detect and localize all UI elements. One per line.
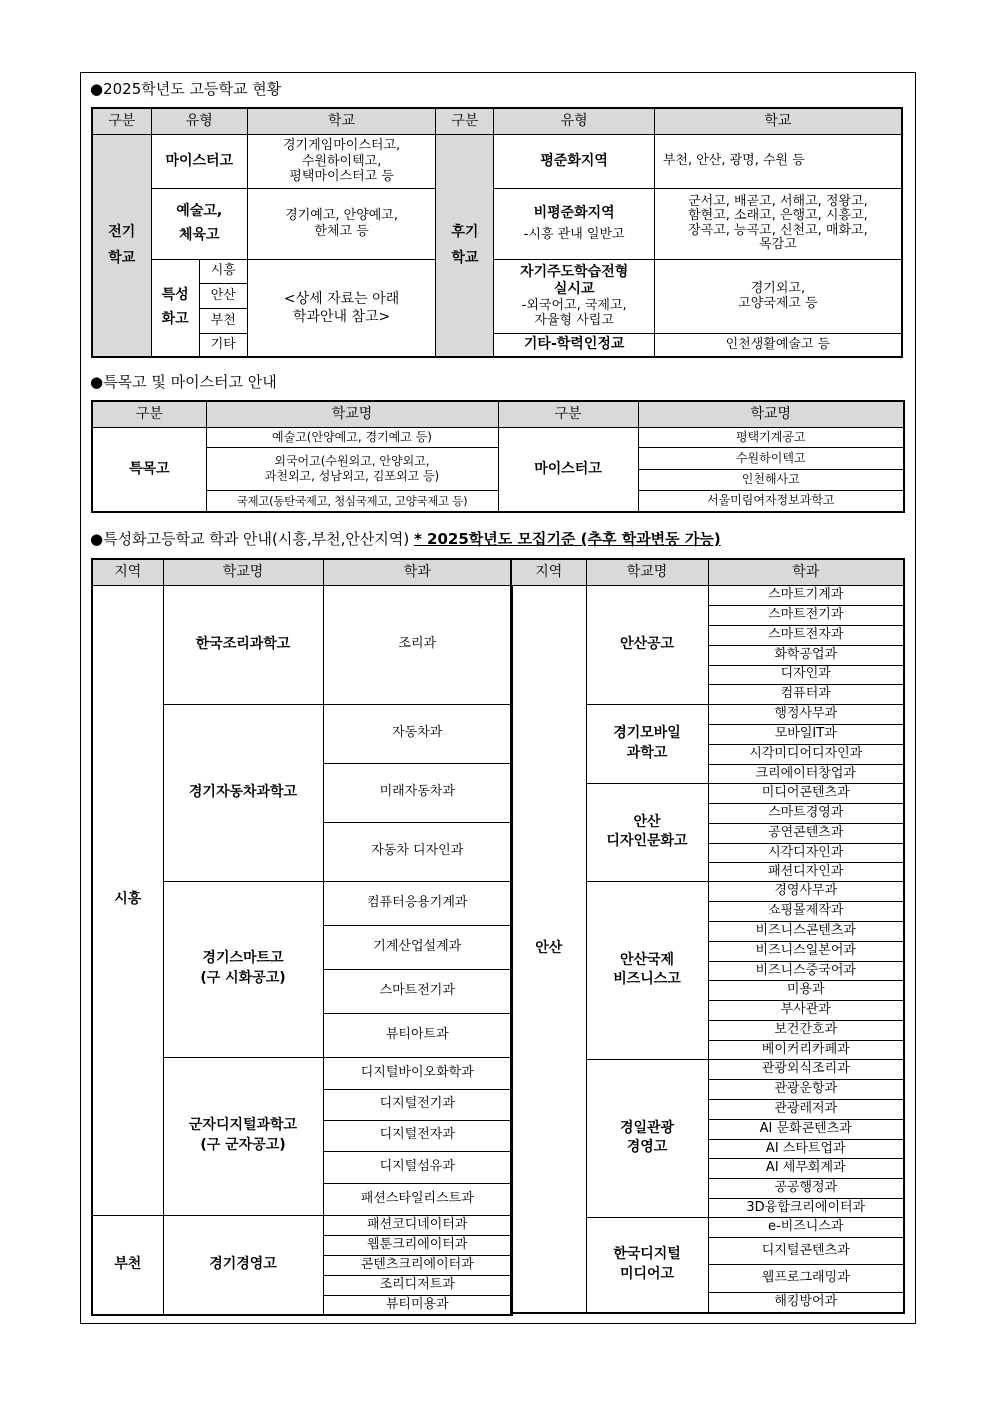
header-region: 지역 [92,559,163,585]
department-item: 컴퓨터과 [708,684,904,704]
special-type: 특성 화고 [151,259,199,357]
department-item: 화학공업과 [708,645,904,665]
department-item: 자동차과 [323,704,512,763]
department-item: 비즈니스일본어과 [708,941,904,961]
department-item: 뷰티미용과 [323,1295,512,1315]
department-item: 콘텐츠크리에이터과 [323,1255,512,1275]
equal-schools: 부천, 안산, 광명, 수원 등 [654,134,902,188]
header-school-name: 학교명 [206,401,498,427]
section1-title: ●2025학년도 고등학교 현황 [90,80,282,98]
department-item: 자동차 디자인과 [323,822,512,881]
header-department: 학과 [708,559,904,585]
other-schools: 인천생활예술고 등 [654,334,902,357]
department-item: 웹툰크리에이터과 [323,1235,512,1255]
meister-item: 서울미림여자정보과학고 [638,490,904,512]
department-item: 디지털콘텐츠과 [708,1238,904,1265]
department-item: AI 문화콘텐츠과 [708,1119,904,1139]
selfdirected-type-cell [494,259,654,334]
header-department: 학과 [323,559,512,585]
nonequal-type-cell [494,189,654,260]
department-item: 베이커리카페과 [708,1040,904,1059]
department-item: 비즈니스콘텐츠과 [708,921,904,941]
header-category: 구분 [498,401,638,427]
department-item: 보건간호과 [708,1020,904,1040]
school-name: 경기자동차과학고 [163,704,323,881]
special-meister-table [91,400,905,513]
meister-item: 인천해사고 [638,469,904,490]
department-item: 패션코디네이터과 [323,1215,512,1235]
meister-schools: 경기게임마이스터고, 수원하이텍고, 평택마이스터고 등 [247,134,435,188]
meister-item: 수원하이텍고 [638,447,904,469]
department-item: 스마트기계과 [708,585,904,605]
department-item: 시각디자인과 [708,843,904,862]
department-item: 쇼핑몰제작과 [708,901,904,921]
department-item: 디지털섬유과 [323,1151,512,1183]
early-school-label: 전기 학교 [92,134,151,357]
department-item: 디자인과 [708,665,904,684]
special-item: 국제고(동탄국제고, 청심국제고, 고양국제고 등) [206,490,498,512]
department-item: 부사관과 [708,1000,904,1020]
department-item: 크리에이터창업과 [708,764,904,783]
department-item: 미디어콘텐츠과 [708,783,904,803]
department-item: 관광레저과 [708,1099,904,1119]
department-item: 스마트전기과 [708,605,904,625]
dept-table-right [510,558,905,1314]
department-item: 미래자동차과 [323,763,512,822]
department-item: 행정사무과 [708,704,904,724]
department-item: 디지털전자과 [323,1120,512,1151]
region-siheung: 시흥 [92,585,163,1215]
meister-label: 마이스터고 [498,427,638,512]
meister-item: 평택기계공고 [638,427,904,447]
special-note: <상세 자료는 아래 학과안내 참고> [247,259,435,357]
school-name: 군자디지털과학고 (구 군자공고) [163,1057,323,1215]
header-type: 유형 [494,108,654,134]
department-item: 디지털바이오화학과 [323,1057,512,1089]
department-item: 비즈니스중국어과 [708,961,904,980]
header-school-name: 학교명 [586,559,708,585]
department-item: AI 세무회계과 [708,1158,904,1178]
header-category: 구분 [92,401,206,427]
department-item: 경영사무과 [708,881,904,901]
department-item: 웹프로그래밍과 [708,1265,904,1293]
department-item: 조리디저트과 [323,1275,512,1295]
department-item: 기계산업설계과 [323,925,512,969]
header-school: 학교 [247,108,435,134]
selfdirected-schools: 경기외고, 고양국제고 등 [654,259,902,334]
department-item: 패션스타일리스트과 [323,1183,512,1215]
school-name: 경기경영고 [163,1215,323,1315]
school-name: 안산 디자인문화고 [586,783,708,881]
late-school-label: 후기 학교 [436,134,494,357]
other-type: 기타-학력인정교 [494,334,654,357]
department-item: 공공행정과 [708,1179,904,1199]
selfdirected-type: 자기주도학습전형 실시교 [520,264,629,297]
special-item: 외국어고(수원외고, 안양외고, 과천외고, 성남외고, 김포외고 등) [206,447,498,490]
school-name: 한국조리과학고 [163,585,323,704]
special-region: 기타 [199,334,247,357]
department-item: e-비즈니스과 [708,1218,904,1238]
section3-title [90,528,721,549]
department-item: 패션디자인과 [708,862,904,881]
header-region: 지역 [511,559,586,585]
department-item: 해킹방어과 [708,1293,904,1313]
department-item: 컴퓨터응용기계과 [323,881,512,925]
department-item: 관광운항과 [708,1079,904,1099]
school-name: 한국디지털 미디어고 [586,1218,708,1313]
department-item: 미용과 [708,980,904,1000]
department-item: 시각미디어디자인과 [708,744,904,764]
department-item: 관광외식조리과 [708,1059,904,1079]
section3-title-text: ●특성화고등학교 학과 안내(시흥,부천,안산지역) [90,530,414,548]
special-region: 시흥 [199,259,247,283]
region-bucheon: 부천 [92,1215,163,1315]
school-name: 안산공고 [586,585,708,704]
school-status-table [91,107,903,358]
department-item: AI 스타트업과 [708,1139,904,1158]
equal-type: 평준화지역 [494,134,654,188]
department-item: 3D융합크리에이터과 [708,1199,904,1218]
selfdirected-sub: -외국어고, 국제고, 자율형 사립고 [521,297,627,329]
arts-type: 예술고, 체육고 [151,189,247,260]
header-category: 구분 [92,108,151,134]
nonequal-type: 비평준화지역 [533,205,615,222]
department-item: 스마트전자과 [708,625,904,645]
header-school-name: 학교명 [638,401,904,427]
department-item: 공연콘텐츠과 [708,823,904,843]
region-ansan: 안산 [511,585,586,1313]
header-school: 학교 [654,108,902,134]
section3-title-note: * 2025학년도 모집기준 (추후 학과변동 가능) [413,530,721,548]
special-item: 예술고(안양예고, 경기예고 등) [206,427,498,447]
department-item: 스마트경영과 [708,803,904,823]
dept-table-left [91,558,513,1316]
nonequal-schools: 군서고, 배곧고, 서해고, 정왕고, 함현고, 소래고, 은행고, 시흥고, 장곡고, 능곡고, 신천고, 매화고, 목감고 [654,189,902,260]
school-name: 안산국제 비즈니스고 [586,881,708,1059]
department-item: 조리과 [323,585,512,704]
arts-schools: 경기예고, 안양예고, 한체고 등 [247,189,435,260]
header-type: 유형 [151,108,247,134]
school-name: 경일관광 경영고 [586,1059,708,1217]
department-item: 모바일IT과 [708,724,904,744]
header-category: 구분 [436,108,494,134]
special-purpose-label: 특목고 [92,427,206,512]
department-item: 디지털전기과 [323,1089,512,1120]
special-region: 부천 [199,309,247,334]
special-region: 안산 [199,283,247,308]
nonequal-sub: -시흥 관내 일반고 [523,226,625,242]
department-item: 스마트전기과 [323,969,512,1013]
header-school-name: 학교명 [163,559,323,585]
department-item: 뷰티아트과 [323,1013,512,1057]
meister-type: 마이스터고 [151,134,247,188]
school-name: 경기스마트고 (구 시화공고) [163,881,323,1057]
school-name: 경기모바일 과학고 [586,704,708,783]
section2-title: ●특목고 및 마이스터고 안내 [90,373,277,391]
